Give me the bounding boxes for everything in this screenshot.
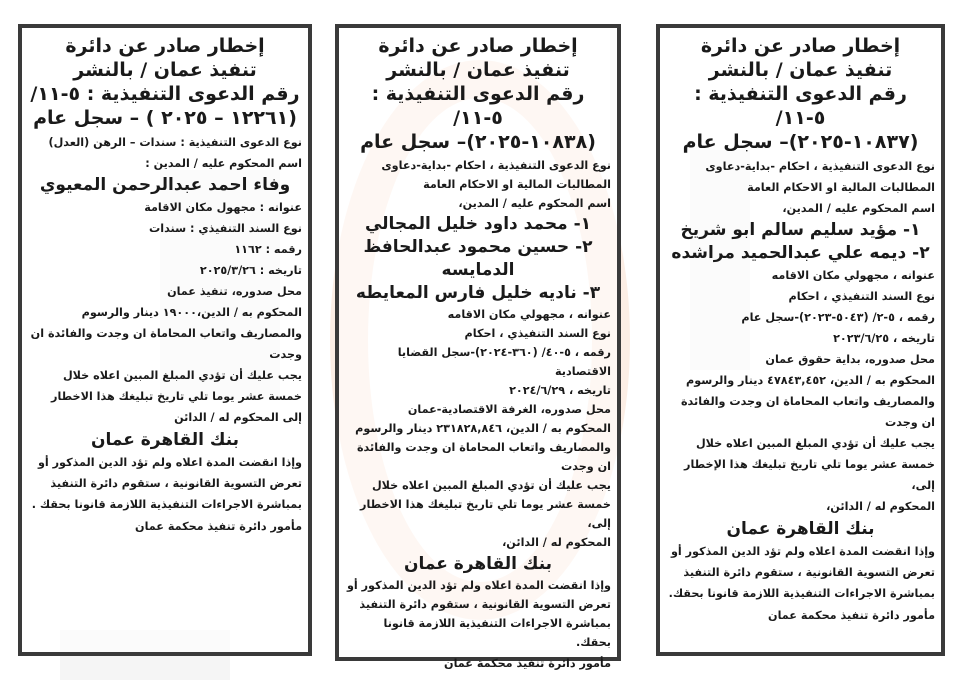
title-line: رقم الدعوى التنفيذية : ٥-١١/ bbox=[30, 83, 300, 105]
instrument-type: نوع السند التنفيذي : سندات bbox=[149, 222, 302, 235]
issued-by: محل صدوره، تنفيذ عمان bbox=[167, 285, 302, 298]
instrument-number: رقمه ، ٥-٤٠/ (٣٦٠-٢٠٢٤)-سجل القضايا الاقتصادية bbox=[397, 346, 611, 378]
creditor-name: بنك القاهرة عمان bbox=[90, 430, 240, 450]
debtor-name: وفاء احمد عبدالرحمن المعيوي bbox=[39, 175, 291, 195]
title-line: (١٢٢٦١ – ٢٠٢٥ ) – سجل عام bbox=[33, 107, 297, 129]
signature: مأمور دائرة تنفيذ محكمة عمان bbox=[768, 609, 935, 622]
creditor-name: بنك القاهرة عمان bbox=[726, 519, 875, 539]
title-line: إخطار صادر عن دائرة bbox=[65, 35, 265, 57]
payment-notice: يجب عليك أن تؤدي المبلغ المبين اعلاه خلال خمسة عشر يوما تلي تاريخ تبليغك هذا الاخطار إلى المحكوم له / الدائن bbox=[51, 369, 302, 424]
debtor-label: اسم المحكوم عليه / المدين، bbox=[458, 197, 611, 210]
notice-right bbox=[656, 24, 945, 656]
notice-title bbox=[666, 34, 935, 154]
title-line: رقم الدعوى التنفيذية : ٥-١١/ bbox=[371, 83, 585, 129]
warning-text: وإذا انقضت المدة اعلاه ولم تؤد الدين المذكور أو تعرض التسوية القانونية ، ستقوم دائرة التنفيذ بمباشرة الاجراءات التنفيذية اللازمة قانونا بحقك . bbox=[31, 456, 302, 511]
creditor-label: المحكوم له / الدائن، bbox=[502, 536, 611, 549]
title-line: إخطار صادر عن دائرة bbox=[378, 35, 578, 57]
payment-notice: يجب عليك أن تؤدي المبلغ المبين اعلاه خلال خمسة عشر يوما تلي تاريخ تبليغك هذا الاخطار إلى، bbox=[360, 479, 611, 530]
payment-notice: يجب عليك أن تؤدي المبلغ المبين اعلاه خلال خمسة عشر يوما تلي تاريخ تبليغك هذا الإخطار إلى، bbox=[684, 437, 935, 492]
instrument-type: نوع السند التنفيذي ، احكام bbox=[788, 290, 935, 303]
signature: مأمور دائرة تنفيذ محكمة عمان bbox=[444, 657, 611, 670]
judgment-amount: المحكوم به / الدين، ٢٣١٨٢٨,٨٤٦ دينار والرسوم والمصاريف واتعاب المحاماة ان وجدت والفائدة ان وجدت bbox=[355, 422, 611, 473]
judgment-amount: المحكوم به / الدين، ٤٧٨٤٣,٤٥٢ دينار والرسوم والمصاريف واتعاب المحاماة ان وجدت والفائدة ان وجدت bbox=[680, 374, 935, 429]
case-type: نوع الدعوى التنفيذية : سندات – الرهن (العدل) bbox=[48, 136, 302, 149]
creditor-label: المحكوم له / الدائن، bbox=[826, 500, 935, 513]
debtor-name: ٢- ديمه علي عبدالحميد مراشده bbox=[671, 243, 930, 263]
issued-by: محل صدوره، بداية حقوق عمان bbox=[765, 353, 935, 366]
instrument-date: تاريخه ، ٢٠٢٣/٦/٢٥ bbox=[833, 332, 935, 345]
title-line: تنفيذ عمان / بالنشر bbox=[386, 59, 570, 81]
instrument-number: رقمه : ١١٦٢ bbox=[234, 243, 302, 256]
signature: مأمور دائرة تنفيذ محكمة عمان bbox=[135, 520, 302, 533]
notice-title bbox=[28, 34, 302, 130]
instrument-date: تاريخه ، ٢٠٢٤/٦/٢٩ bbox=[509, 384, 611, 397]
debtor-name: ٣- ناديه خليل فارس المعايطه bbox=[355, 283, 601, 303]
notice-left bbox=[18, 24, 312, 656]
case-type: نوع الدعوى التنفيذية ، احكام -بداية-دعاوى المطالبات المالية او الاحكام العامة bbox=[381, 159, 611, 191]
instrument-type: نوع السند التنفيذي ، احكام bbox=[464, 327, 611, 340]
debtor-name: ١- مؤيد سليم سالم ابو شريخ bbox=[680, 220, 921, 240]
title-line: رقم الدعوى التنفيذية : ٥-١١/ bbox=[694, 83, 907, 129]
case-type: نوع الدعوى التنفيذية ، احكام -بداية-دعاوى المطالبات المالية او الاحكام العامة bbox=[705, 160, 935, 194]
judgment-amount: المحكوم به / الدين،١٩٠٠٠ دينار والرسوم والمصاريف واتعاب المحاماة ان وجدت والفائدة ان وجدت bbox=[30, 306, 302, 361]
notice-middle bbox=[335, 24, 621, 670]
title-line: (١٠٨٣٧-٢٠٢٥)– سجل عام bbox=[682, 131, 919, 153]
debtor-label: اسم المحكوم عليه / المدين، bbox=[782, 202, 935, 215]
instrument-date: تاريخه : ٢٠٢٥/٣/٢٦ bbox=[199, 264, 302, 277]
debtor-name: ١- محمد داود خليل المجالي bbox=[364, 214, 592, 234]
debtor-label: اسم المحكوم عليه / المدين : bbox=[145, 157, 302, 170]
title-line: (١٠٨٣٨-٢٠٢٥)– سجل عام bbox=[360, 131, 596, 153]
address: عنوانه ، مجهولي مكان الاقامه bbox=[447, 308, 611, 321]
title-line: تنفيذ عمان / بالنشر bbox=[73, 59, 257, 81]
address: عنوانه ، مجهولي مكان الاقامه bbox=[771, 269, 935, 282]
instrument-number: رقمه ، ٥-٢/ (٥٠٤٣-٢٠٢٣)-سجل عام bbox=[741, 311, 935, 324]
creditor-name: بنك القاهرة عمان bbox=[403, 554, 553, 574]
warning-text: وإذا انقضت المدة اعلاه ولم تؤد الدين المذكور أو تعرض التسوية القانونية ، ستقوم دائرة التنفيذ بمباشرة الاجراءات التنفيذية اللازمة قانونا بحقك. bbox=[668, 545, 935, 600]
title-line: تنفيذ عمان / بالنشر bbox=[708, 59, 893, 81]
address: عنوانه : مجهول مكان الاقامة bbox=[144, 201, 302, 214]
notice-title bbox=[345, 34, 611, 154]
title-line: إخطار صادر عن دائرة bbox=[700, 35, 901, 57]
warning-text: وإذا انقضت المدة اعلاه ولم تؤد الدين المذكور أو تعرض التسوية القانونية ، ستقوم دائرة التنفيذ بمباشرة الاجراءات التنفيذية اللازمة قانونا بحقك. bbox=[346, 579, 611, 649]
debtor-name: ٢- حسين محمود عبدالحافظ الدمايسه bbox=[363, 237, 593, 280]
issued-by: محل صدوره، الغرفة الاقتصادية-عمان bbox=[407, 403, 611, 416]
